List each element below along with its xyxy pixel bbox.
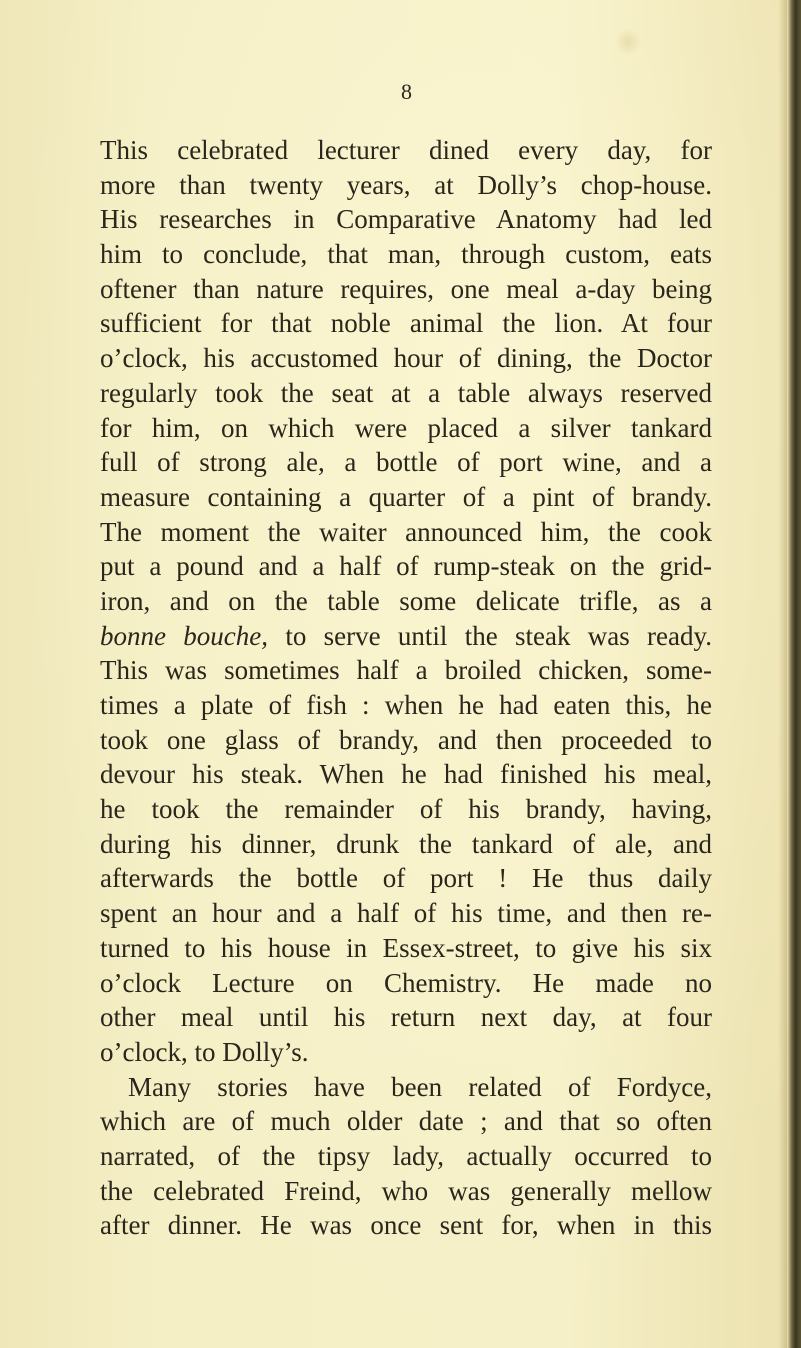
text-line: His researches in Comparative Anatomy had led: [100, 204, 712, 235]
text-line: which are of much older date ; and that so often: [100, 1106, 712, 1137]
text-line: narrated, of the tipsy lady, actually occurred to: [100, 1140, 712, 1171]
page-number: 8: [401, 79, 412, 104]
text-line: times a plate of fish : when he had eaten this, he: [100, 690, 712, 720]
text-line: iron, and on the table some delicate trifle, as a: [100, 585, 712, 616]
text-line: oftener than nature requires, one meal a-day being: [100, 273, 712, 304]
text-line: more than twenty years, at Dolly’s chop-house.: [100, 169, 712, 200]
text-line: full of strong ale, a bottle of port wine, and a: [100, 447, 712, 478]
text-line: for him, on which were placed a silver tankard: [100, 412, 712, 443]
text-line: regularly took the seat at a table always reserved: [100, 377, 712, 408]
text-line: o’clock Lecture on Chemistry. He made no: [100, 967, 712, 998]
text-line: him to conclude, that man, through custom, eats: [100, 239, 712, 270]
text-line: took one glass of brandy, and then proceeded to: [100, 724, 712, 755]
text-line: he took the remainder of his brandy, having,: [100, 794, 712, 825]
text-line-rest: to serve until the steak was ready.: [285, 620, 713, 651]
text-line-paragraph-end: o’clock, to Dolly’s.: [100, 1036, 309, 1067]
paper-stain: [615, 28, 641, 56]
text-line: afterwards the bottle of port ! He thus daily: [100, 863, 712, 894]
text-line: o’clock, his accustomed hour of dining, the Doctor: [100, 343, 712, 374]
text-line: put a pound and a half of rump-steak on the grid-: [100, 551, 712, 582]
text-line: This celebrated lecturer dined every day, for: [100, 135, 712, 165]
body-text: [100, 133, 712, 1243]
text-line: measure containing a quarter of a pint of brandy.: [100, 481, 712, 512]
text-line: This was sometimes half a broiled chicken, some-: [100, 655, 712, 686]
text-line: devour his steak. When he had finished his meal,: [100, 759, 712, 790]
page-edge-shadow: [787, 0, 801, 1348]
italic-phrase: bonne bouche,: [100, 620, 269, 651]
text-line: the celebrated Freind, who was generally mellow: [100, 1175, 712, 1206]
text-line: turned to his house in Essex-street, to give his six: [100, 932, 712, 963]
text-line: other meal until his return next day, at four: [100, 1002, 712, 1033]
text-line: during his dinner, drunk the tankard of ale, and: [100, 828, 712, 859]
text-line-paragraph-start: Many stories have been related of Fordyce,: [128, 1071, 712, 1102]
text-line: after dinner. He was once sent for, when in this: [100, 1210, 712, 1241]
text-line: spent an hour and a half of his time, and then re-: [100, 898, 712, 929]
text-line-with-italic: [100, 619, 712, 654]
text-line: The moment the waiter announced him, the cook: [100, 516, 712, 547]
text-line: sufficient for that noble animal the lion. At four: [100, 308, 712, 339]
